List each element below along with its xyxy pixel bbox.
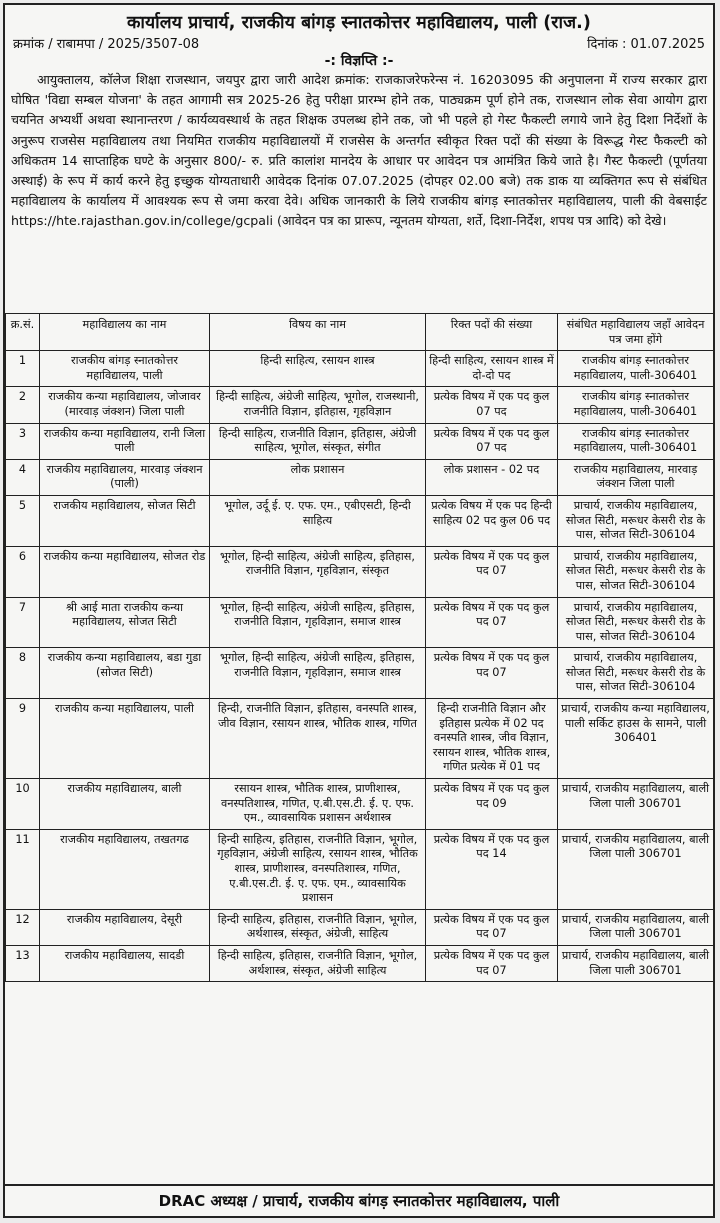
subjects-cell: हिन्दी साहित्य, रसायन शास्त्र [210,351,426,387]
submission-college-cell: राजकीय बांगड़ स्नातकोत्तर महाविद्यालय, पाली-306401 [558,423,714,459]
subjects-cell: हिन्दी, राजनीति विज्ञान, इतिहास, वनस्पति शास्त्र, जीव विज्ञान, रसायन शास्त्र, भौतिक शास्त्र, गणित [210,699,426,779]
column-header-college: महाविद्यालय का नाम [40,314,210,351]
table-header-row [6,314,714,351]
serial-cell: 10 [6,779,40,830]
subjects-cell: हिन्दी साहित्य, इतिहास, राजनीति विज्ञान, भूगोल, अर्थशास्त्र, संस्कृत, अंग्रेजी, साहित्य [210,909,426,945]
serial-cell: 2 [6,387,40,423]
vacancies-cell: लोक प्रशासन - 02 पद [426,459,558,495]
college-cell: राजकीय कन्या महाविद्यालय, पाली [40,699,210,779]
table-row [6,829,714,909]
reference-number: क्रमांक / राबामपा / 2025/3507-08 [13,37,200,52]
notice-document [3,3,715,1218]
serial-cell: 11 [6,829,40,909]
subjects-cell: लोक प्रशासन [210,459,426,495]
vacancies-cell: प्रत्येक विषय में एक पद कुल 07 पद [426,423,558,459]
table-row [6,495,714,546]
submission-college-cell: प्राचार्य, राजकीय महाविद्यालय, सोजत सिटी, मरूधर केसरी रोड के पास, सोजत सिटी-306104 [558,546,714,597]
college-cell: राजकीय महाविद्यालय, तखतगढ [40,829,210,909]
table-row [6,945,714,981]
submission-college-cell: राजकीय महाविद्यालय, मारवाड़ जंक्शन जिला पाली [558,459,714,495]
serial-cell: 5 [6,495,40,546]
subjects-cell: हिन्दी साहित्य, इतिहास, राजनीति विज्ञान, भूगोल, अर्थशास्त्र, संस्कृत, अंग्रेजी साहित्य [210,945,426,981]
subjects-cell: रसायन शास्त्र, भौतिक शास्त्र, प्राणीशास्त्र, वनस्पतिशास्त्र, गणित, ए.बी.एस.टी. ई. ए. एफ. एम., व्यावसायिक प्रशासन अर्थशास्त्र [210,779,426,830]
vacancies-cell: प्रत्येक विषय में एक पद कुल 07 पद [426,387,558,423]
column-header-subjects: विषय का नाम [210,314,426,351]
serial-cell: 3 [6,423,40,459]
table-row [6,546,714,597]
vacancies-cell: प्रत्येक विषय में एक पद कुल पद 09 [426,779,558,830]
subjects-cell: भूगोल, हिन्दी साहित्य, अंग्रेजी साहित्य, इतिहास, राजनीति विज्ञान, गृहविज्ञान, समाज शास्त्र [210,648,426,699]
vacancy-table [5,313,714,982]
college-cell: श्री आई माता राजकीय कन्या महाविद्यालय, सोजत सिटी [40,597,210,648]
submission-college-cell: प्राचार्य, राजकीय महाविद्यालय, सोजत सिटी, मरूधर केसरी रोड के पास, सोजत सिटी-306104 [558,495,714,546]
college-cell: राजकीय महाविद्यालय, बाली [40,779,210,830]
submission-college-cell: प्राचार्य, राजकीय महाविद्यालय, बाली जिला पाली 306701 [558,909,714,945]
vacancies-cell: प्रत्येक विषय में एक पद कुल पद 07 [426,546,558,597]
table-row [6,387,714,423]
college-cell: राजकीय महाविद्यालय, सादडी [40,945,210,981]
college-cell: राजकीय कन्या महाविद्यालय, सोजत रोड [40,546,210,597]
serial-cell: 7 [6,597,40,648]
submission-college-cell: प्राचार्य, राजकीय महाविद्यालय, बाली जिला पाली 306701 [558,829,714,909]
college-cell: राजकीय महाविद्यालय, सोजत सिटी [40,495,210,546]
vacancies-cell: हिन्दी साहित्य, रसायन शास्त्र में दो-दो पद [426,351,558,387]
submission-college-cell: प्राचार्य, राजकीय महाविद्यालय, सोजत सिटी, मरूधर केसरी रोड के पास, सोजत सिटी-306104 [558,648,714,699]
submission-college-cell: राजकीय बांगड़ स्नातकोत्तर महाविद्यालय, पाली-306401 [558,351,714,387]
serial-cell: 6 [6,546,40,597]
subjects-cell: हिन्दी साहित्य, अंग्रेजी साहित्य, भूगोल, राजस्थानी, राजनीति विज्ञान, इतिहास, गृहविज्ञान [210,387,426,423]
table-row [6,699,714,779]
vacancies-cell: प्रत्येक विषय में एक पद कुल पद 07 [426,909,558,945]
notice-date: दिनांक : 01.07.2025 [587,37,705,52]
serial-cell: 4 [6,459,40,495]
vacancies-cell: प्रत्येक विषय में एक पद कुल पद 07 [426,648,558,699]
table-row [6,459,714,495]
vacancies-cell: हिन्दी राजनीति विज्ञान और इतिहास प्रत्येक में 02 पद वनस्पति शास्त्र, जीव विज्ञान, रसायन शास्त्र, भौतिक शास्त्र, गणित प्रत्येक में 01 पद [426,699,558,779]
table-row [6,423,714,459]
college-cell: राजकीय महाविद्यालय, मारवाड़ जंक्शन (पाली) [40,459,210,495]
serial-cell: 1 [6,351,40,387]
subjects-cell: हिन्दी साहित्य, इतिहास, राजनीति विज्ञान, भूगोल, गृहविज्ञान, अंग्रेजी साहित्य, रसायन शास्त्र, भौतिक शास्त्र, प्राणीशास्त्र, वनस्पतिशास्त्र, गणित, ए.बी.एस.टी. ई. ए. एफ. एम., व्यावसायिक प्रशासन [210,829,426,909]
serial-cell: 12 [6,909,40,945]
notice-body: आयुक्तालय, कॉलेज शिक्षा राजस्थान, जयपुर द्वारा जारी आदेश क्रमांक: राजकाजरेफरेन्स नं. 16203095 की अनुपालना में राज्य सरकार द्वारा घोषित 'विद्या सम्बल योजना' के तहत आगामी सत्र 2025-26 हेतु परीक्षा प्रारम्भ होने तक, पाठ्यक्रम पूर्ण होने तक, राजस्थान लोक सेवा आयोग द्वारा चयनित अभ्यर्थी अथवा स्थानान्तरण / कार्यव्यवस्थार्थ के तहत शिक्षक उपलब्ध होने तक, जो भी पहले हो गेस्ट फैकल्टी लगाये जाने हेतु दिशा निर्देशों के अनुरूप राजसेस महाविद्यालय तथा नियमित राजकीय महाविद्यालयों में राजसेस के अन्तर्गत स्वीकृत रिक्त पदों की संख्या के विरूद्ध गेस्ट फैकल्टी को अधिकतम 14 साप्ताहिक घण्टे के अनुसार 800/- रु. प्रति कालांश मानदेय के आधार पर आवेदन पत्र आमंत्रित किये जाते है। गैस्ट फैकल्टी (पूर्णतया अस्थाई) के रूप में कार्य करने हेतु इच्छुक योग्यताधारी आवेदक दिनांक 07.07.2025 (दोपहर 02.00 बजे) तक डाक या व्यक्तिगत रूप से संबंधित महाविद्यालय के कार्यालय में आवश्यक रूप से जमा करवा देवे। अधिक जानकारी के लिये राजकीय बांगड़ स्नातकोत्तर महाविद्यालय, पाली की वेबसाईट https://hte.rajasthan.gov.in/college/gcpali (आवेदन पत्र का प्रारूप, न्यूनतम योग्यता, शर्ते, दिशा-निर्देश, शपथ पत्र आदि) को देखे। [11,72,707,229]
college-cell: राजकीय कन्या महाविद्यालय, जोजावर (मारवाड़ जंक्शन) जिला पाली [40,387,210,423]
column-header-submission-college: संबंधित महाविद्यालय जहाँ आवेदन पत्र जमा होंगे [558,314,714,351]
table-row [6,779,714,830]
submission-college-cell: प्राचार्य, राजकीय महाविद्यालय, बाली जिला पाली 306701 [558,945,714,981]
college-cell: राजकीय कन्या महाविद्यालय, रानी जिला पाली [40,423,210,459]
college-cell: राजकीय कन्या महाविद्यालय, बडा गुडा (सोजत सिटी) [40,648,210,699]
column-header-serial: क्र.सं. [6,314,40,351]
submission-college-cell: प्राचार्य, राजकीय कन्या महाविद्यालय, पाली सर्किट हाउस के सामने, पाली 306401 [558,699,714,779]
subjects-cell: भूगोल, हिन्दी साहित्य, अंग्रेजी साहित्य, इतिहास, राजनीति विज्ञान, गृहविज्ञान, संस्कृत [210,546,426,597]
table-row [6,597,714,648]
reference-line [5,34,713,51]
college-cell: राजकीय बांगड़ स्नातकोत्तर महाविद्यालय, पाली [40,351,210,387]
submission-college-cell: प्राचार्य, राजकीय महाविद्यालय, सोजत सिटी, मरूधर केसरी रोड के पास, सोजत सिटी-306104 [558,597,714,648]
college-cell: राजकीय महाविद्यालय, देसूरी [40,909,210,945]
subjects-cell: हिन्दी साहित्य, राजनीति विज्ञान, इतिहास, अंग्रेजी साहित्य, भूगोल, संस्कृत, संगीत [210,423,426,459]
serial-cell: 13 [6,945,40,981]
vacancies-cell: प्रत्येक विषय में एक पद कुल पद 14 [426,829,558,909]
subjects-cell: भूगोल, उर्दू ई. ए. एफ. एम., एबीएसटी, हिन्दी साहित्य [210,495,426,546]
notice-heading: -: विज्ञप्ति :- [324,53,394,69]
signature-footer: DRAC अध्यक्ष / प्राचार्य, राजकीय बांगड़ स्नातकोत्तर महाविद्यालय, पाली [5,1184,713,1216]
serial-cell: 9 [6,699,40,779]
serial-cell: 8 [6,648,40,699]
submission-college-cell: प्राचार्य, राजकीय महाविद्यालय, बाली जिला पाली 306701 [558,779,714,830]
submission-college-cell: राजकीय बांगड़ स्नातकोत्तर महाविद्यालय, पाली-306401 [558,387,714,423]
column-header-vacancies: रिक्त पदों की संख्या [426,314,558,351]
vacancies-cell: प्रत्येक विषय में एक पद कुल पद 07 [426,945,558,981]
vacancies-cell: प्रत्येक विषय में एक पद हिन्दी साहित्य 02 पद कुल 06 पद [426,495,558,546]
table-row [6,648,714,699]
table-row [6,351,714,387]
vacancies-cell: प्रत्येक विषय में एक पद कुल पद 07 [426,597,558,648]
office-title: कार्यालय प्राचार्य, राजकीय बांगड़ स्नातकोत्तर महाविद्यालय, पाली (राज.) [126,13,592,33]
subjects-cell: भूगोल, हिन्दी साहित्य, अंग्रेजी साहित्य, इतिहास, राजनीति विज्ञान, गृहविज्ञान, समाज शास्त्र [210,597,426,648]
table-row [6,909,714,945]
